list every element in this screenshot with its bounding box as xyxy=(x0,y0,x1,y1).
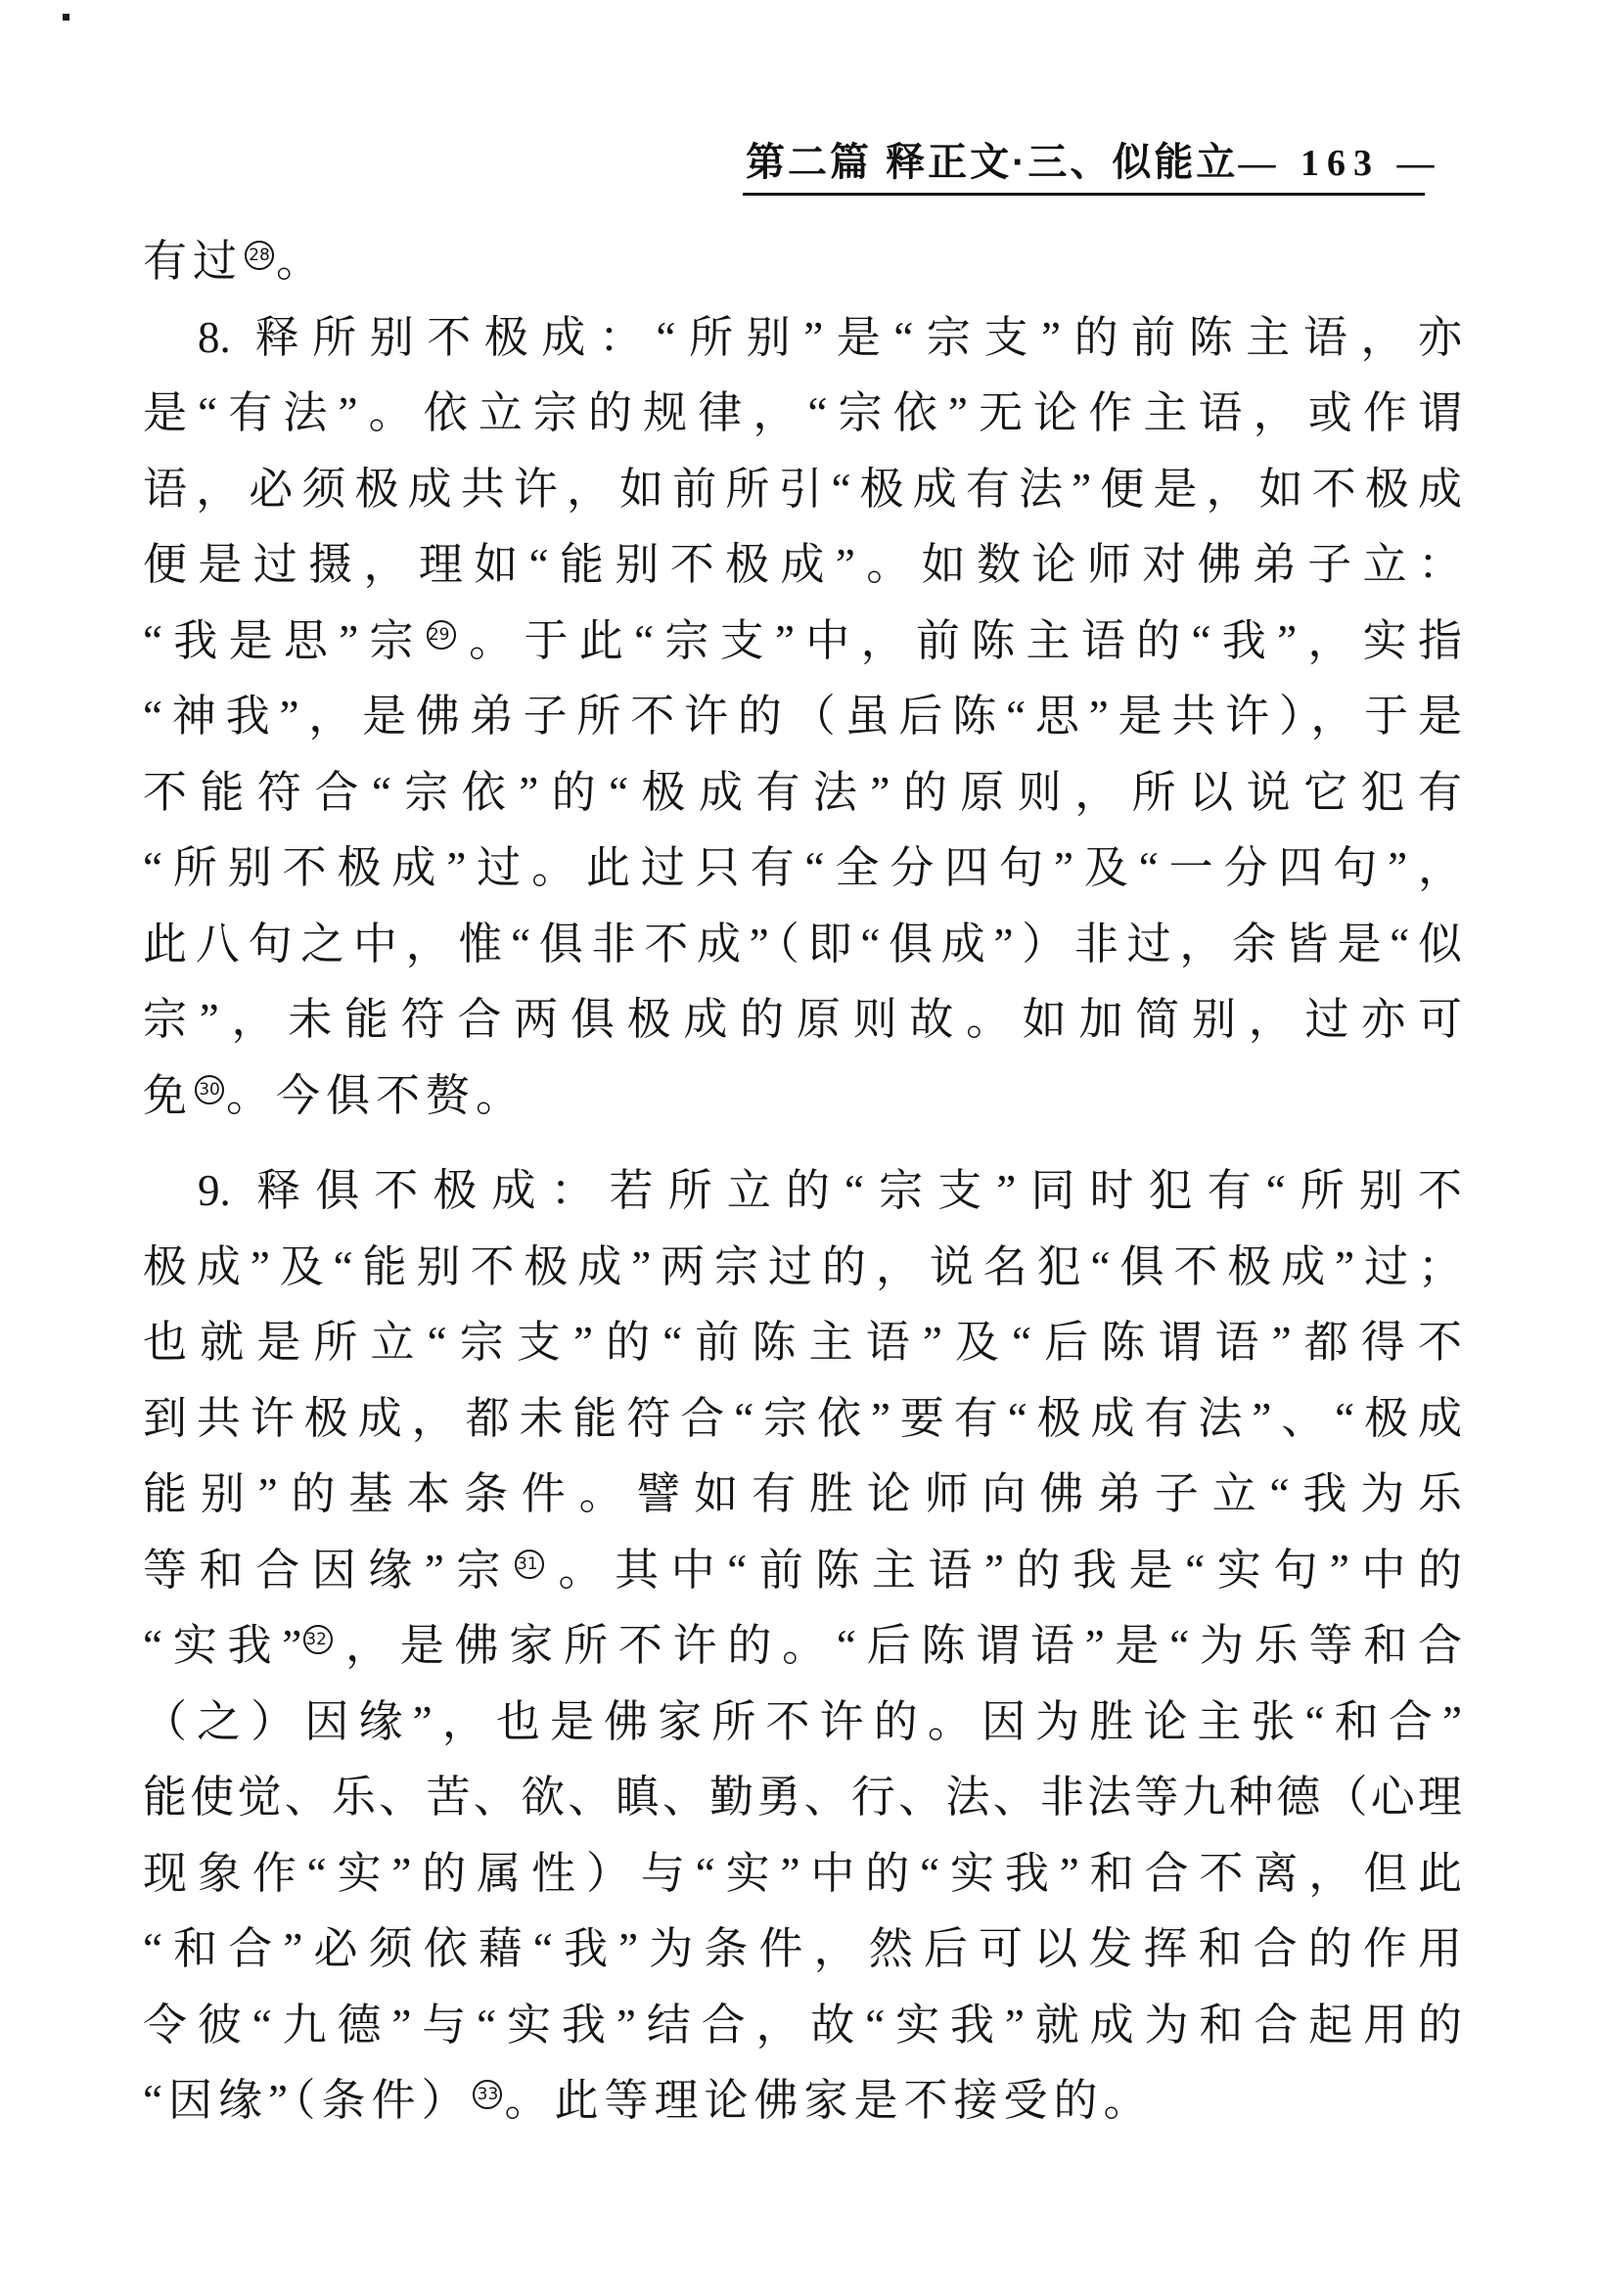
body-text xyxy=(143,224,1462,2139)
text-line xyxy=(143,1305,1462,1381)
footnote-ref-33: 33 xyxy=(473,2080,502,2109)
text-segment: 能别”的基本条件。譬如有胜论师向佛弟子立“我为乐 xyxy=(143,1469,1462,1518)
text-line xyxy=(143,907,1462,983)
text-segment: 有过 xyxy=(143,237,244,286)
text-segment: （之）因缘”，也是佛家所不许的。因为胜论主张“和合” xyxy=(143,1696,1462,1746)
header-rule xyxy=(743,193,1425,196)
text-segment: 此八句之中，惟“俱非不成”（即“俱成”）非过，余皆是“似 xyxy=(143,919,1462,968)
footnote-ref-31: 31 xyxy=(515,1550,544,1579)
text-segment: 也就是所立“宗支”的“前陈主语”及“后陈谓语”都得不 xyxy=(143,1318,1462,1367)
text-segment: 极成”及“能别不极成”两宗过的，说名犯“俱不极成”过； xyxy=(143,1241,1462,1291)
text-line xyxy=(143,376,1462,452)
text-segment: ，是佛家所不许的。“后陈谓语”是“为乐等和合 xyxy=(335,1621,1462,1670)
text-line xyxy=(143,1533,1462,1609)
text-line xyxy=(143,982,1462,1058)
text-line xyxy=(143,224,1462,300)
text-line xyxy=(143,604,1462,680)
footnote-ref-28: 28 xyxy=(245,241,274,270)
text-line xyxy=(143,831,1462,907)
text-line xyxy=(143,1381,1462,1458)
text-line xyxy=(143,679,1462,755)
text-segment: 是“有法”。依立宗的规律，“宗依”无论作主语，或作谓 xyxy=(143,388,1462,437)
text-line xyxy=(143,1836,1462,1913)
page-number: — 163 — xyxy=(1238,143,1442,184)
text-line xyxy=(143,755,1462,832)
text-segment: 。今俱不赘。 xyxy=(226,1070,526,1120)
text-line xyxy=(143,1457,1462,1533)
page-header xyxy=(746,131,1442,187)
text-line xyxy=(143,1912,1462,1988)
text-segment: 令彼“九德”与“实我”结合，故“实我”就成为和合起用的 xyxy=(143,2000,1462,2049)
text-segment: “因缘”（条件） xyxy=(143,2076,472,2125)
running-head-title: 第二篇 释正文·三、似能立 xyxy=(746,141,1239,184)
footnote-ref-29: 29 xyxy=(427,620,456,650)
text-segment: “和合”必须依藉“我”为条件，然后可以发挥和合的作用 xyxy=(143,1924,1462,1973)
text-segment: 。于此“宗支”中，前陈主语的“我”，实指 xyxy=(457,615,1462,665)
text-segment: 。其中“前陈主语”的我是“实句”中的 xyxy=(545,1545,1462,1595)
text-segment: “神我”，是佛弟子所不许的（虽后陈“思”是共许），于是 xyxy=(143,692,1462,741)
text-segment: “我是思”宗 xyxy=(143,615,425,665)
text-line xyxy=(143,527,1462,604)
text-line xyxy=(143,1608,1462,1685)
text-segment: “所别不极成”过。此过只有“全分四句”及“一分四句”， xyxy=(143,843,1462,892)
text-line xyxy=(143,2063,1462,2139)
text-segment: 现象作“实”的属性）与“实”中的“实我”和合不离，但此 xyxy=(143,1848,1462,1898)
text-segment: 。 xyxy=(276,237,327,286)
footnote-ref-30: 30 xyxy=(195,1075,224,1104)
text-segment: 能使觉、乐、苦、欲、瞋、勤勇、行、法、非法等九种德（心理 xyxy=(143,1773,1462,1822)
text-line xyxy=(143,300,1462,377)
text-segment: 8. 释所别不极成：“所别”是“宗支”的前陈主语，亦 xyxy=(198,312,1462,362)
text-line xyxy=(143,1760,1462,1836)
text-segment: 不能符合“宗依”的“极成有法”的原则，所以说它犯有 xyxy=(143,767,1462,817)
text-line xyxy=(143,1685,1462,1761)
scan-artifact-dot xyxy=(63,14,69,21)
text-line xyxy=(143,1230,1462,1306)
text-line xyxy=(143,1988,1462,2064)
text-segment: “实我” xyxy=(143,1621,302,1670)
text-segment: 免 xyxy=(143,1070,194,1120)
text-line xyxy=(143,1058,1462,1135)
text-line xyxy=(143,1153,1462,1230)
text-segment: 9. 释俱不极成：若所立的“宗支”同时犯有“所别不 xyxy=(198,1166,1462,1215)
text-segment: 。此等理论佛家是不接受的。 xyxy=(504,2076,1154,2125)
text-line xyxy=(143,452,1462,528)
text-segment: 等和合因缘”宗 xyxy=(143,1545,513,1595)
text-segment: 到共许极成，都未能符合“宗依”要有“极成有法”、“极成 xyxy=(143,1393,1462,1443)
text-segment: 语，必须极成共许，如前所引“极成有法”便是，如不极成 xyxy=(143,464,1462,514)
footnote-ref-32: 32 xyxy=(303,1625,333,1654)
text-segment: 便是过摄，理如“能别不极成”。如数论师对佛弟子立： xyxy=(143,540,1462,589)
text-segment: 宗”，未能符合两俱极成的原则故。如加简别，过亦可 xyxy=(143,995,1462,1044)
